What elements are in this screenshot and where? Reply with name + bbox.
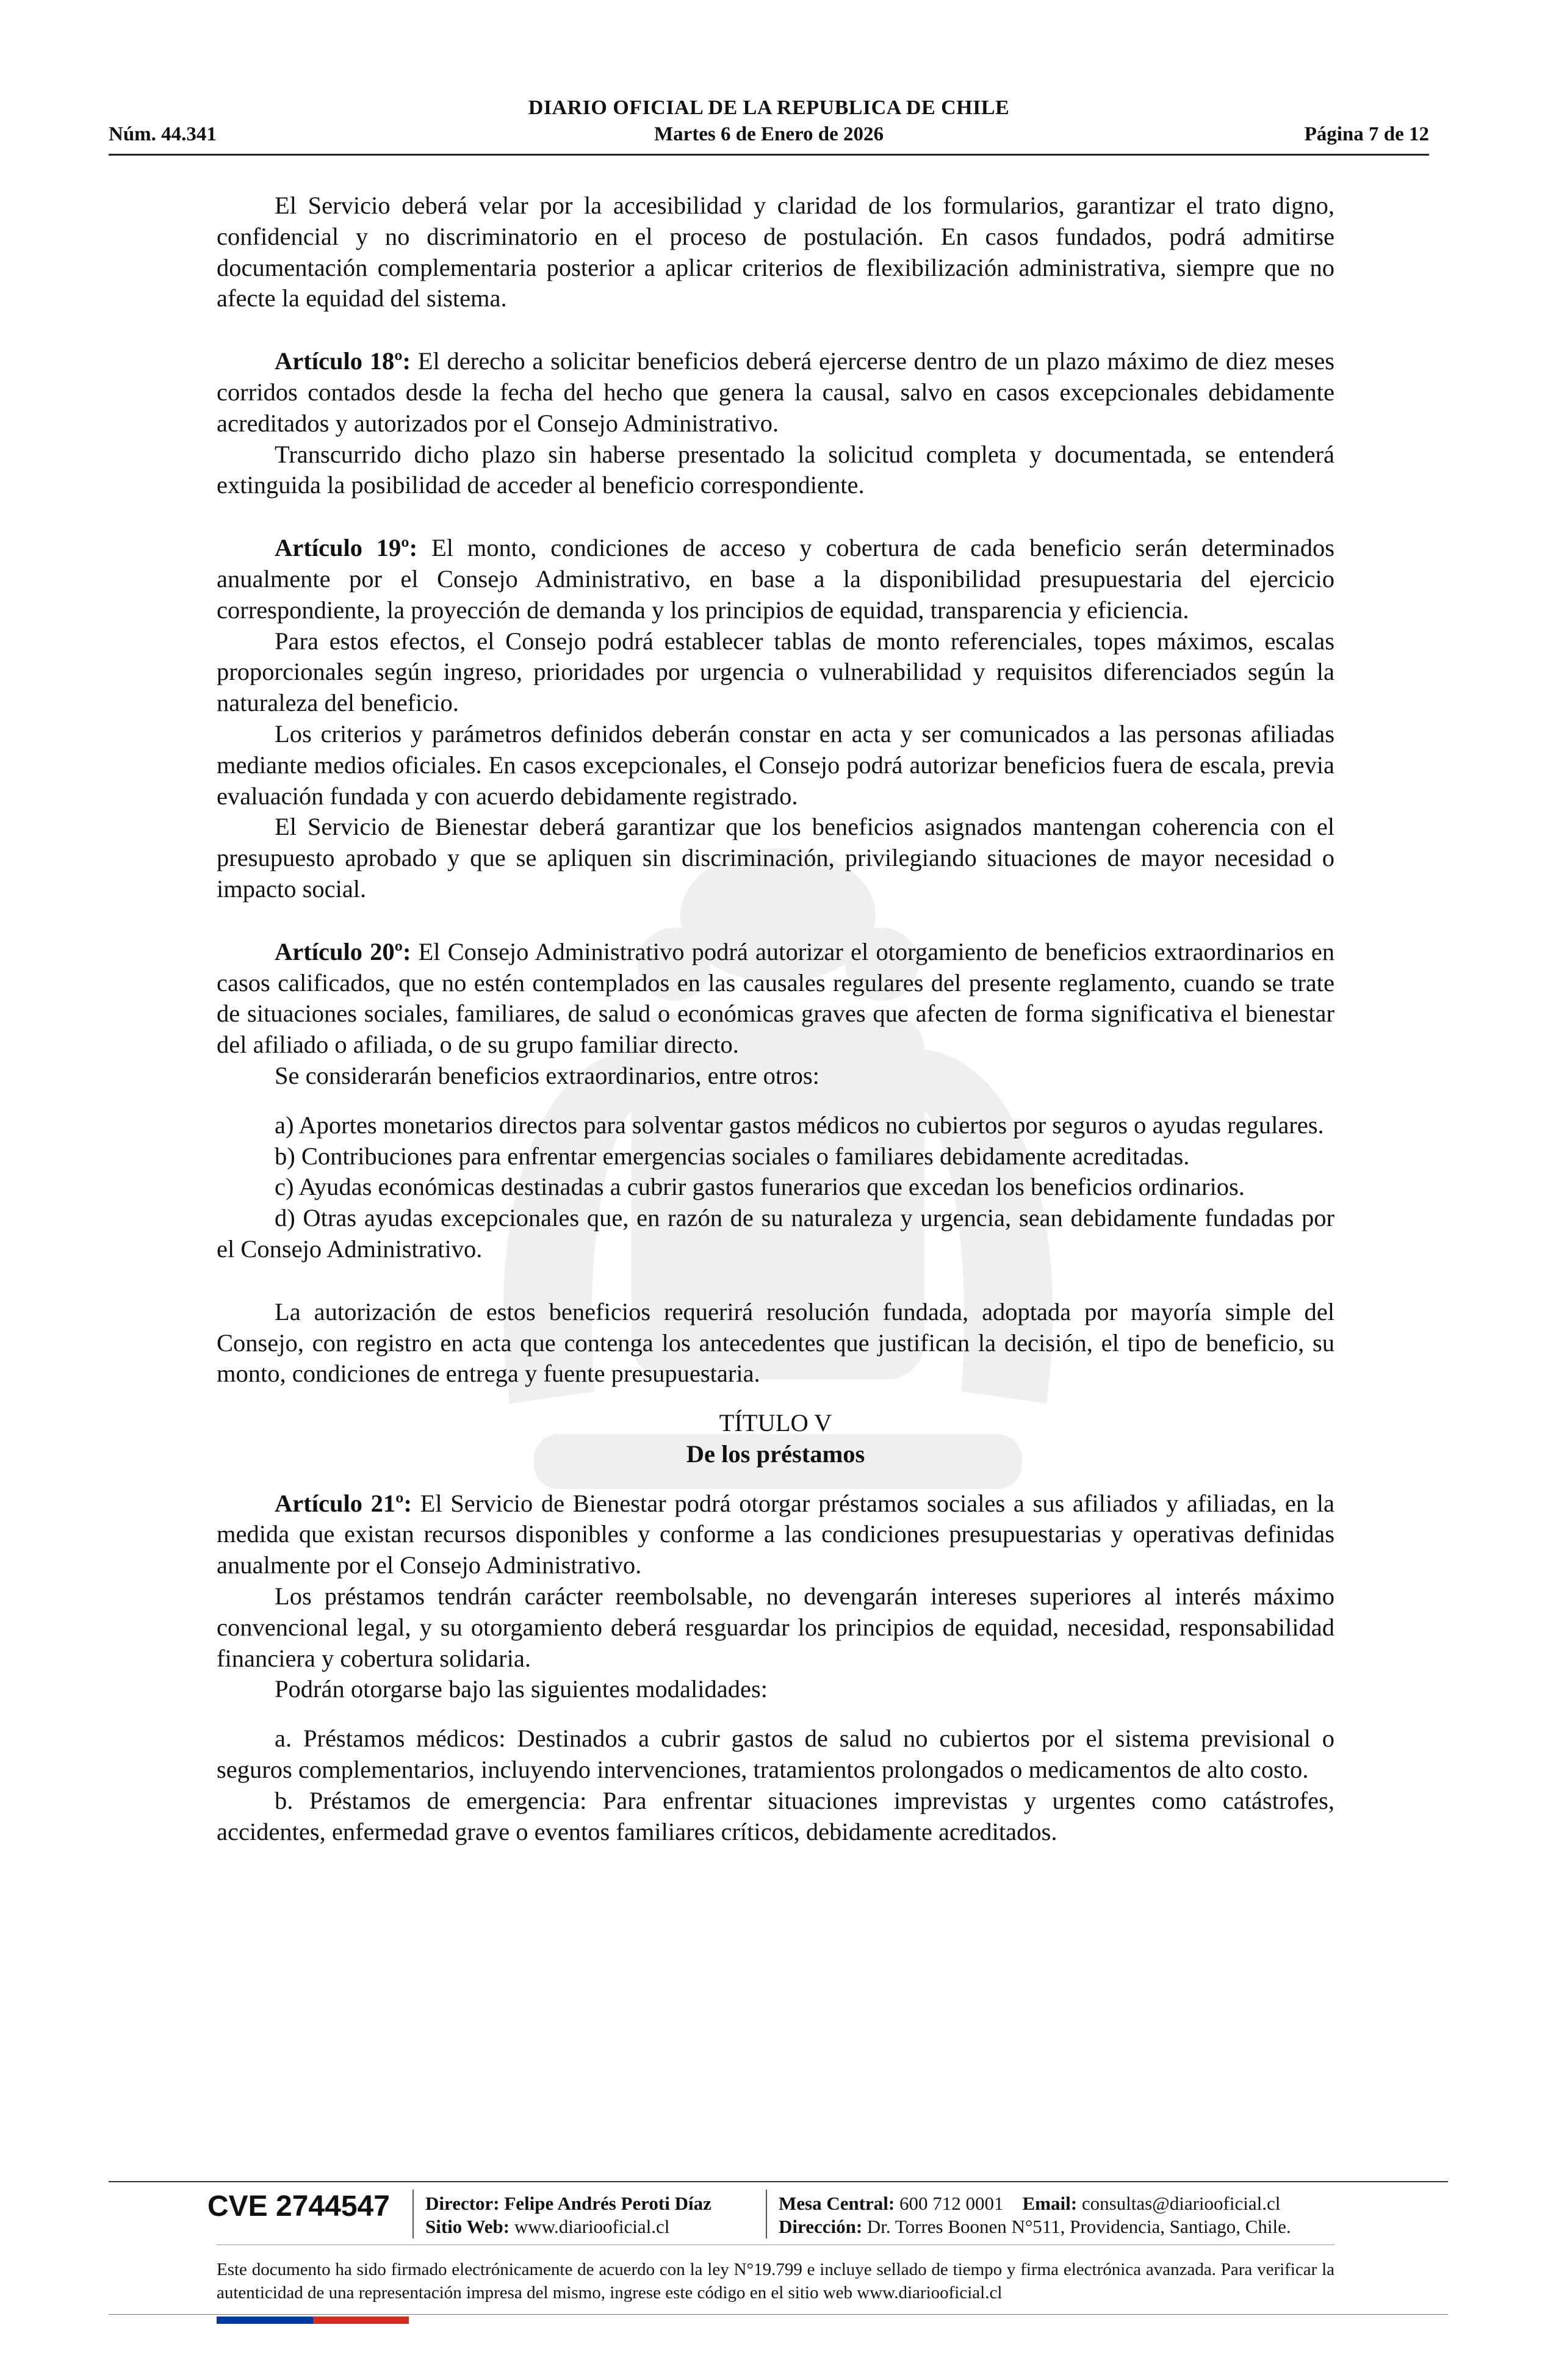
- director-label: Director:: [425, 2193, 500, 2214]
- article-title: Artículo 20º:: [275, 937, 411, 965]
- footer-disclaimer: Este documento ha sido firmado electrónicamente de acuerdo con la ley N°19.799 e incluye sellado de tiempo y firma electrónica avanzada. Para verificar la autenticidad de una representación impresa del mismo, ingrese este código en el sitio web www.diariooficial.cl: [217, 2260, 1334, 2302]
- paragraph: Para estos efectos, el Consejo podrá establecer tablas de monto referenciales, topes máximos, escalas proporcionales según ingreso, prioridades por urgencia o vulnerabilidad y requisitos diferenciados según la naturaleza del beneficio.: [217, 627, 1334, 717]
- article-21: [217, 1488, 1334, 1581]
- footer-separator: [412, 2190, 414, 2238]
- article-text: El Servicio de Bienestar podrá otorgar préstamos sociales a sus afiliados y afiliadas, en la medida que existan recursos disponibles y conforme a las condiciones presupuestarias y operativas definidas anualmente por el Consejo Administrativo.: [217, 1489, 1334, 1579]
- article-text: El Consejo Administrativo podrá autorizar el otorgamiento de beneficios extraordinarios en casos calificados, que no estén contemplados en las causales regulares del presente reglamento, cuando se trate de situaciones sociales, familiares, de salud o económicas graves que afecten de forma significativa el bienestar del afiliado o afiliada, o de su grupo familiar directo.: [217, 937, 1335, 1059]
- flag-stripe-segment: [217, 2317, 265, 2324]
- article-19: [217, 533, 1334, 626]
- direccion-value: Dr. Torres Boonen N°511, Providencia, Santiago, Chile.: [866, 2216, 1291, 2237]
- article-title: Artículo 19º:: [275, 534, 418, 562]
- list-item: c) Ayudas económicas destinadas a cubrir gastos funerarios que excedan los beneficios ordinarios.: [275, 1173, 1245, 1201]
- list-item: b. Préstamos de emergencia: Para enfrentar situaciones imprevistas y urgentes como catástrofes, accidentes, enfermedad grave o eventos familiares críticos, debidamente acreditados.: [217, 1786, 1334, 1845]
- paragraph: La autorización de estos beneficios requerirá resolución fundada, adoptada por mayoría simple del Consejo, con registro en acta que contenga los antecedentes que justifican la decisión, el tipo de beneficio, su monto, condiciones de entrega y fuente presupuestaria.: [217, 1297, 1334, 1388]
- paragraph: Se considerarán beneficios extraordinarios, entre otros:: [275, 1061, 819, 1089]
- issue-number: Núm. 44.341: [109, 123, 217, 145]
- footer-divider: [109, 2181, 1448, 2182]
- list-item: a) Aportes monetarios directos para solventar gastos médicos no cubiertos por seguros o ayudas regulares.: [275, 1111, 1324, 1139]
- email-label: Email:: [1022, 2193, 1078, 2214]
- direccion-label: Dirección:: [779, 2216, 863, 2237]
- web-link[interactable]: www.diariooficial.cl: [514, 2216, 670, 2237]
- email-link[interactable]: consultas@diariooficial.cl: [1081, 2193, 1281, 2214]
- section-title: De los préstamos: [686, 1440, 865, 1468]
- document-body: [217, 190, 1334, 1847]
- paragraph: El Servicio deberá velar por la accesibilidad y claridad de los formularios, garantizar el trato digno, confidencial y no discriminatorio en el proceso de postulación. En casos fundados, podrá admitirse documentación complementaria posterior a aplicar criterios de flexibilización administrativa, siempre que no afecte la equidad del sistema.: [217, 192, 1334, 312]
- header-divider: [109, 154, 1429, 156]
- footer-separator: [766, 2190, 767, 2238]
- mesa-phone: 600 712 0001: [899, 2193, 1004, 2214]
- footer-contact-block: [779, 2192, 1291, 2238]
- article-text: El monto, condiciones de acceso y cobertura de cada beneficio serán determinados anualmente por el Consejo Administrativo, en base a la disponibilidad presupuestaria del ejercicio correspondiente, la proyección de demanda y los principios de equidad, transparencia y eficiencia.: [217, 534, 1335, 624]
- paragraph: Los préstamos tendrán carácter reembolsable, no devengarán intereses superiores al interés máximo convencional legal, y su otorgamiento deberá resguardar los principios de equidad, necesidad, responsabilidad financiera y cobertura solidaria.: [217, 1582, 1334, 1672]
- paragraph: Transcurrido dicho plazo sin haberse presentado la solicitud completa y documentada, se entenderá extinguida la posibilidad de acceder al beneficio correspondiente.: [217, 440, 1334, 499]
- flag-stripe-segment: [313, 2317, 361, 2324]
- article-20: [217, 937, 1334, 1061]
- flag-stripe-segment: [265, 2317, 313, 2324]
- article-title: Artículo 21º:: [275, 1489, 412, 1517]
- list-item: a. Préstamos médicos: Destinados a cubrir gastos de salud no cubiertos por el sistema previsional o seguros complementarios, incluyendo intervenciones, tratamientos prolongados o medicamentos de alto costo.: [217, 1725, 1334, 1784]
- cve-code: CVE 2744547: [207, 2190, 390, 2223]
- paragraph: El Servicio de Bienestar deberá garantizar que los beneficios asignados mantengan coherencia con el presupuesto aprobado y que se apliquen sin discriminación, privilegiando situaciones de mayor necesidad o impacto social.: [217, 813, 1334, 903]
- masthead: [109, 92, 1429, 159]
- list-item: b) Contribuciones para enfrentar emergencias sociales o familiares debidamente acreditadas.: [275, 1142, 1190, 1170]
- paragraph: Los criterios y parámetros definidos deberán constar en acta y ser comunicados a las personas afiliadas mediante medios oficiales. En casos excepcionales, el Consejo podrá autorizar beneficios fuera de escala, previa evaluación fundada y con acuerdo debidamente registrado.: [217, 719, 1334, 810]
- footer-director-block: [425, 2192, 711, 2238]
- flag-stripe-segment: [361, 2317, 409, 2324]
- article-18: [217, 346, 1334, 439]
- mesa-label: Mesa Central:: [779, 2193, 895, 2214]
- flag-stripe: [217, 2317, 409, 2324]
- issue-date: Martes 6 de Enero de 2026: [654, 123, 884, 145]
- list-item: d) Otras ayudas excepcionales que, en razón de su naturaleza y urgencia, sean debidamente fundadas por el Consejo Administrativo.: [217, 1204, 1334, 1263]
- paragraph: Podrán otorgarse bajo las siguientes modalidades:: [275, 1675, 768, 1703]
- article-text: El derecho a solicitar beneficios deberá ejercerse dentro de un plazo máximo de diez meses corridos contados desde la fecha del hecho que genera la causal, salvo en casos excepcionales debidamente acreditados y autorizados por el Consejo Administrativo.: [217, 347, 1334, 437]
- director-name: Felipe Andrés Peroti Díaz: [504, 2193, 711, 2214]
- newspaper-title: DIARIO OFICIAL DE LA REPUBLICA DE CHILE: [528, 96, 1010, 119]
- article-title: Artículo 18º:: [275, 347, 411, 375]
- web-label: Sitio Web:: [425, 2216, 510, 2237]
- footer-divider: [109, 2314, 1448, 2315]
- page-indicator: Página 7 de 12: [1304, 123, 1429, 145]
- section-number: TÍTULO V: [719, 1409, 832, 1437]
